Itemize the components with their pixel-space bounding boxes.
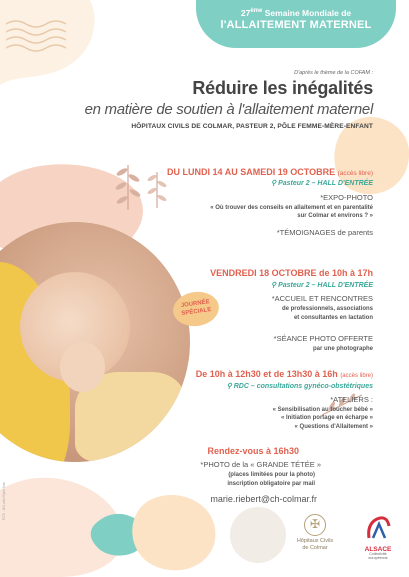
header-line2: l'ALLAITEMENT MATERNEL xyxy=(220,19,372,31)
breastfeeding-photo xyxy=(0,222,190,462)
location-line: HÔPITAUX CIVILS DE COLMAR, PASTEUR 2, PÔLE FEMME-MÈRE-ENFANT xyxy=(131,123,373,130)
header-line1: 27ème Semaine Mondiale de xyxy=(240,8,352,18)
block1-date-note: (accès libre) xyxy=(337,170,373,177)
location-pin-icon: ⚲ xyxy=(226,383,232,390)
grande-tetee-title: *PHOTO de la « GRANDE TÉTÉE » xyxy=(200,460,321,469)
block2-item1-line2: et consultantes en lactation xyxy=(293,315,373,321)
page-subtitle: en matière de soutien à l'allaitement maternel xyxy=(84,101,373,118)
block2-item1-line1: de professionnels, associations xyxy=(281,306,373,312)
rdv-time: Rendez-vous à 16h30 xyxy=(207,446,299,456)
location-pin-icon: ⚲ xyxy=(271,180,277,187)
block1-item1-title: *EXPO-PHOTO xyxy=(320,193,373,202)
block2-place: ⚲ Pasteur 2 – HALL D'ENTRÉE xyxy=(271,282,373,289)
block1-date: DU LUNDI 14 AU SAMEDI 19 OCTOBRE xyxy=(167,167,336,177)
lorraine-cross-icon: ✠ xyxy=(304,514,326,536)
block1-item1-line2: sur Colmar et environs ? » xyxy=(297,213,373,219)
workshop-item: « Questions d'Allaitement » xyxy=(294,424,373,430)
grande-tetee-line1: (places limitées pour la photo) xyxy=(228,472,315,478)
workshop-item: « Sensibilisation au toucher bébé » xyxy=(272,407,373,413)
block2-item2-title: *SÉANCE PHOTO OFFERTE xyxy=(273,334,373,343)
block3-place: ⚲ RDC – consultations gynéco-obstétriques xyxy=(226,383,373,390)
location-pin-icon: ⚲ xyxy=(271,282,277,289)
decorative-blob-peach-bottom xyxy=(130,490,220,577)
block3-date: De 10h à 12h30 et de 13h30 à 16h xyxy=(195,369,338,379)
workshop-item: « Initiation portage en écharpe » xyxy=(280,415,373,421)
block1-place: ⚲ Pasteur 2 – HALL D'ENTRÉE xyxy=(271,180,373,187)
block1-date-line xyxy=(167,167,373,177)
block3-item-title: *ATELIERS : xyxy=(330,395,373,404)
alsace-logo: ALSACE Collectivité européenne xyxy=(356,516,400,561)
grande-tetee-line2: inscription obligatoire par mail xyxy=(227,481,315,487)
alsace-emblem-icon xyxy=(365,516,391,540)
contact-email[interactable]: marie.riebert@ch-colmar.fr xyxy=(210,494,317,504)
block3-date-note: (accès libre) xyxy=(340,373,373,379)
block2-item2-line1: par une photographe xyxy=(313,346,373,352)
block3-date-line xyxy=(196,369,373,379)
block1-item1-line1: « Où trouver des conseils en allaitement et en parentalité xyxy=(210,205,373,211)
block1-item2-title: *TÉMOIGNAGES de parents xyxy=(276,228,373,237)
photo-credit: FCS - BC-alla Rijkel Nair xyxy=(2,481,6,520)
page-title: Réduire les inégalités xyxy=(192,78,373,98)
header-banner xyxy=(196,0,396,48)
block2-item1-title: *ACCUEIL ET RENCONTRES xyxy=(271,294,373,303)
block2-date: VENDREDI 18 OCTOBRE de 10h à 17h xyxy=(210,268,373,278)
cofam-note: D'après le thème de la COFAM : xyxy=(294,70,373,76)
decorative-blob-grey-bottom xyxy=(228,505,288,565)
special-day-badge: JOURNÉE SPÉCIALE xyxy=(171,289,221,329)
wavy-lines-decoration xyxy=(6,16,76,66)
hopitaux-civils-colmar-logo: ✠ Hôpitaux Civils de Colmar xyxy=(285,514,345,551)
